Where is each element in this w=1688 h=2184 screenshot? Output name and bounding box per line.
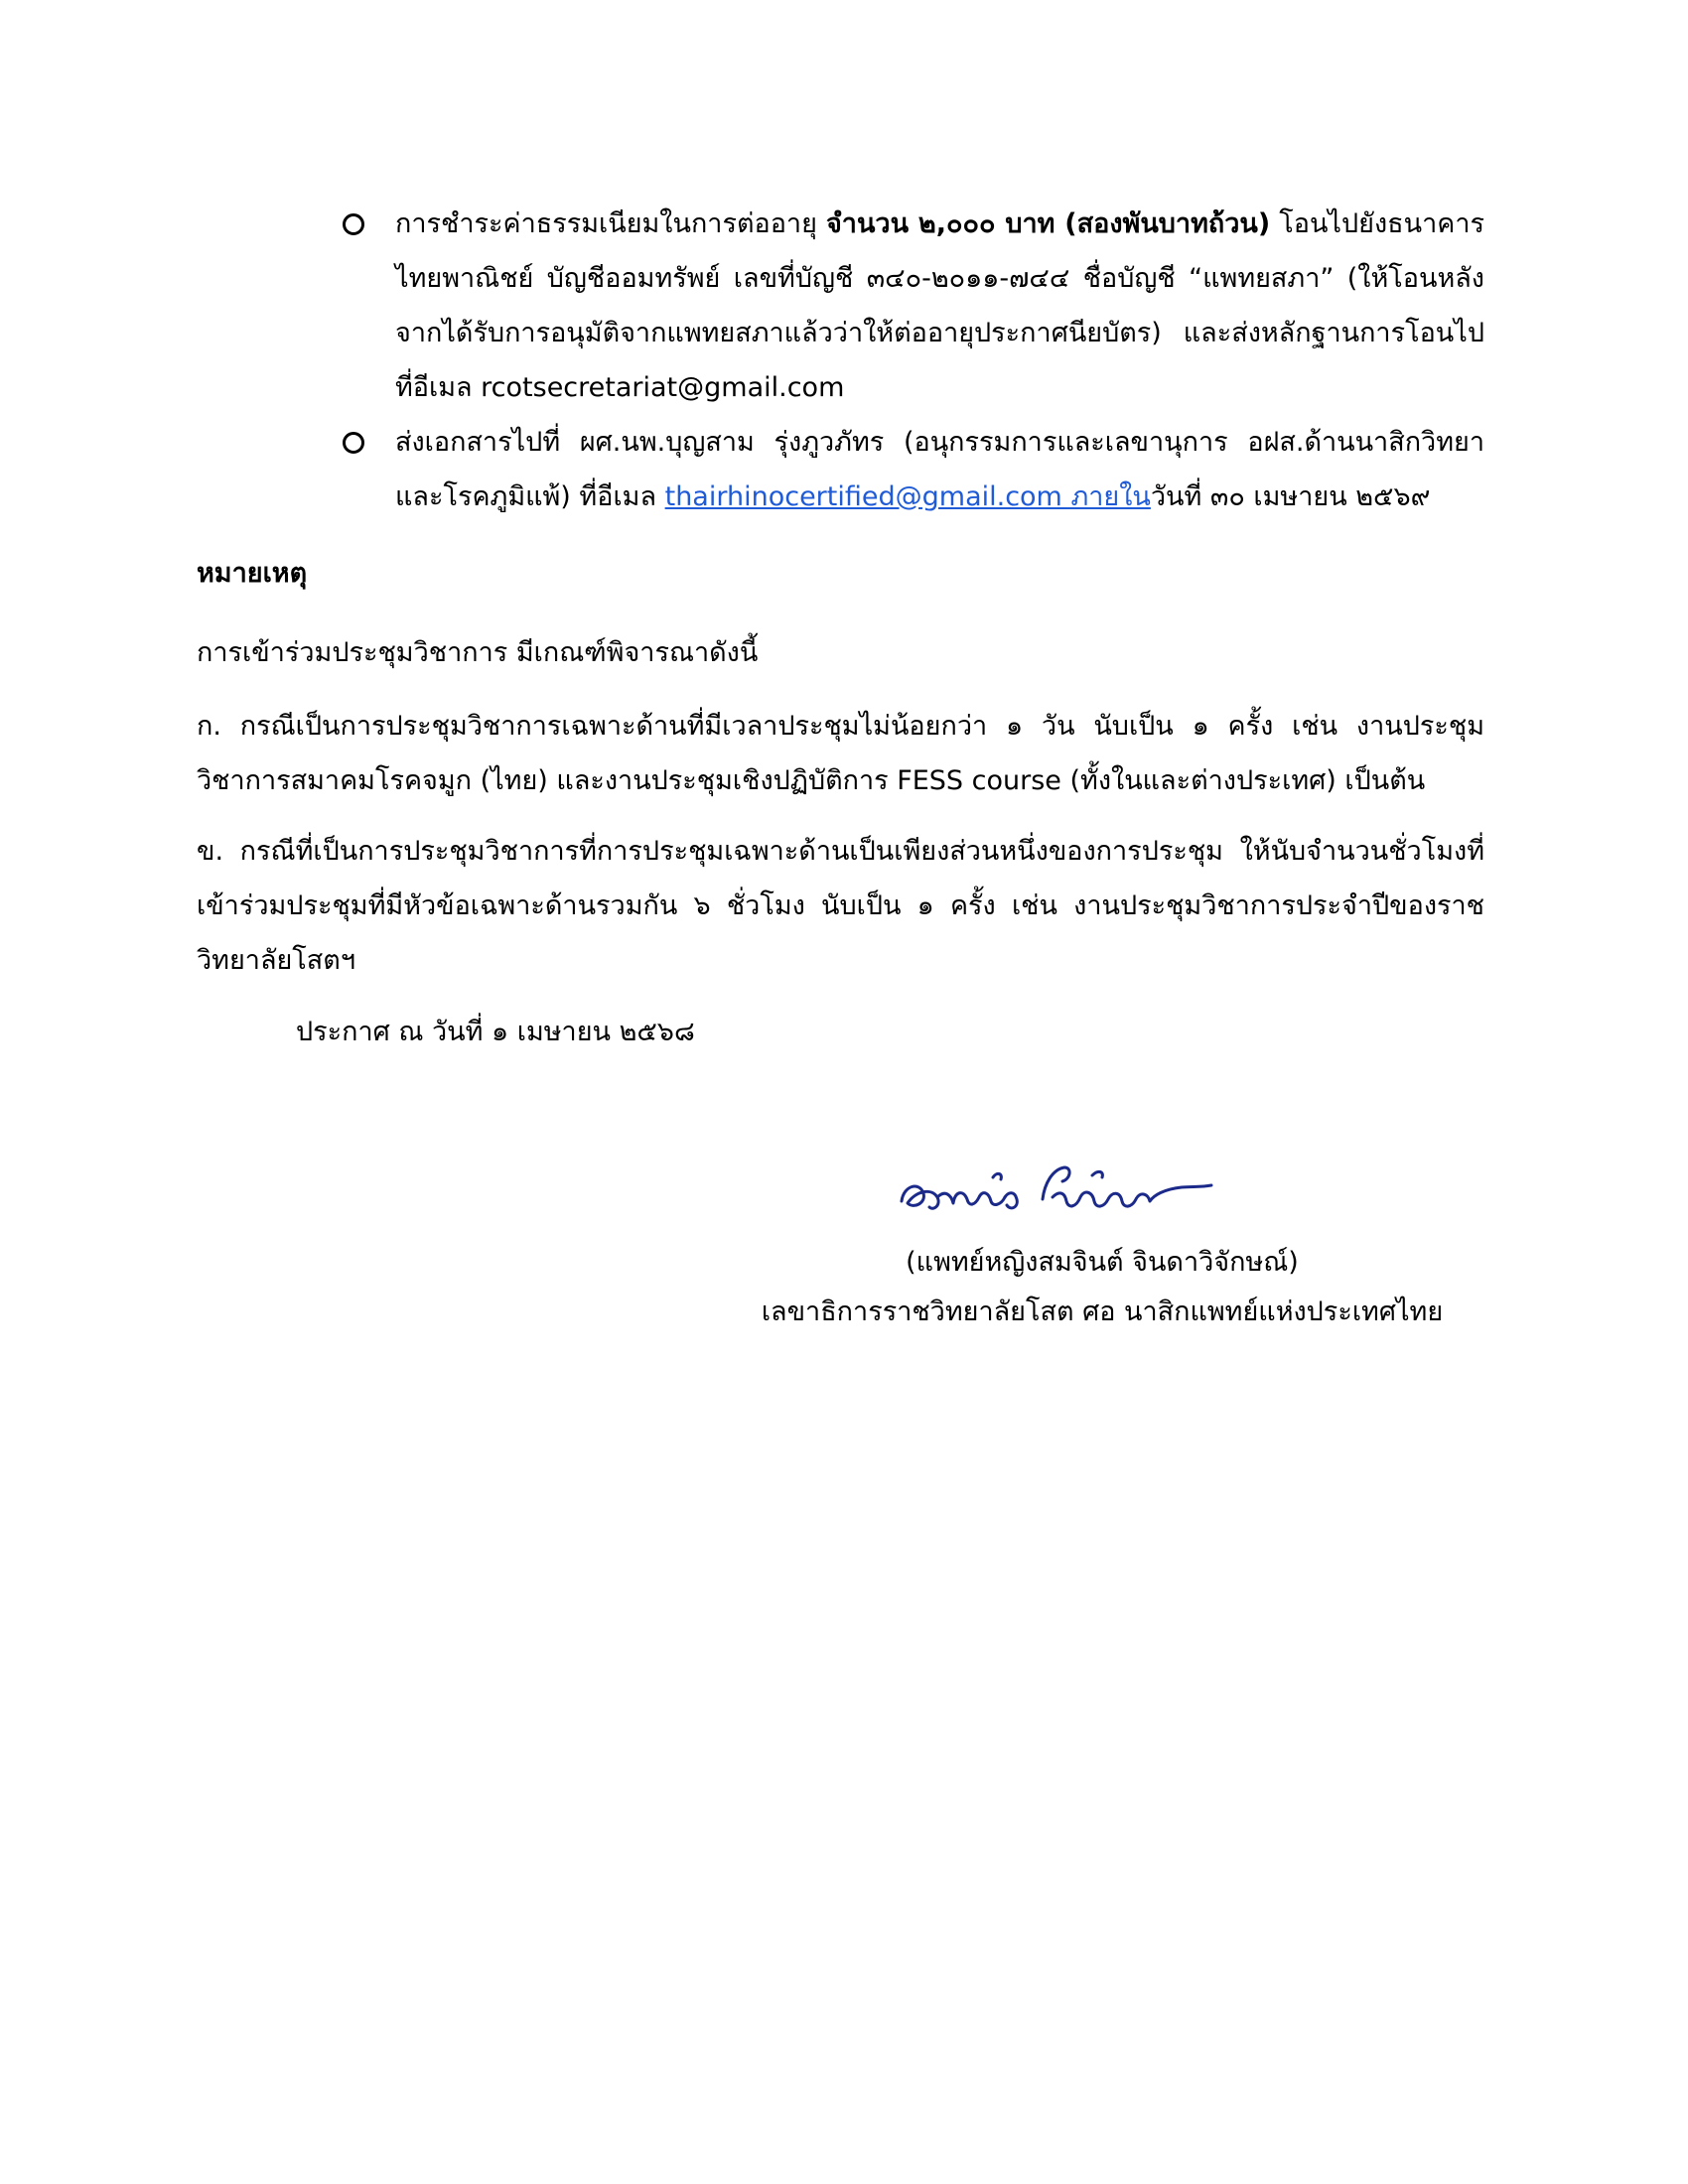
circle-bullet-icon	[343, 213, 364, 235]
requirements-list	[343, 197, 1484, 524]
signatory-name: (แพทย์หญิงสมจินต์ จินดาวิจักษณ์)	[906, 1247, 1299, 1278]
notes-intro: การเข้าร่วมประชุมวิชาการ มีเกณฑ์พิจารณาดังนี้	[197, 637, 759, 668]
notes-heading: หมายเหตุ	[197, 558, 308, 589]
email-link[interactable]: thairhinocertified@gmail.com ภายใน	[664, 481, 1151, 512]
signatory-position: เลขาธิการราชวิทยาลัยโสต ศอ นาสิกแพทย์แห่งประเทศไทย	[761, 1297, 1444, 1327]
list-item-fee-payment	[343, 197, 1484, 415]
handwritten-signature	[894, 1152, 1231, 1231]
fee-text-before: การชำระค่าธรรมเนียมในการต่ออายุ	[395, 208, 826, 239]
list-item-send-documents	[343, 415, 1484, 524]
circle-bullet-icon	[343, 432, 364, 454]
fee-amount: จำนวน ๒,๐๐๐ บาท (สองพันบาทถ้วน)	[825, 208, 1271, 239]
notes-item-a: ก. กรณีเป็นการประชุมวิชาการเฉพาะด้านที่มีเวลาประชุมไม่น้อยกว่า ๑ วัน นับเป็น ๑ ครั้ง เช่น งานประชุมวิชาการสมาคมโรคจมูก (ไทย) และงานประชุมเชิงปฏิบัติการ FESS course (ทั้งในและต่างประเทศ) เป็นต้น	[197, 711, 1484, 796]
notes-item-b: ข. กรณีที่เป็นการประชุมวิชาการที่การประชุมเฉพาะด้านเป็นเพียงส่วนหนึ่งของการประชุม ให้นับจำนวนชั่วโมงที่เข้าร่วมประชุมที่มีหัวข้อเฉพาะด้านรวมกัน ๖ ชั่วโมง นับเป็น ๑ ครั้ง เช่น งานประชุมวิชาการประจำปีของราชวิทยาลัยโสตฯ	[197, 836, 1484, 976]
fee-text-after: โอนไปยังธนาคารไทยพาณิชย์ บัญชีออมทรัพย์ เลขที่บัญชี ๓๔๐-๒๐๑๑-๗๔๔ ชื่อบัญชี “แพทยสภา” (ให้โอนหลังจากได้รับการอนุมัติจากแพทยสภาแล้วว่าให้ต่ออายุประกาศนียบัตร) และส่งหลักฐานการโอนไปที่อีเมล rcotsecretariat@gmail.com	[395, 208, 1484, 403]
send-text-before: ส่งเอกสารไปที่ ผศ.นพ.บุญสาม รุ่งภูวภัทร (อนุกรรมการและเลขานุการ อฝส.ด้านนาสิกวิทยาและโรคภูมิแพ้) ที่อีเมล	[395, 427, 1484, 512]
send-text-after: วันที่ ๓๐ เมษายน ๒๕๖๙	[1150, 481, 1431, 512]
announcement-date: ประกาศ ณ วันที่ ๑ เมษายน ๒๕๖๘	[296, 1017, 695, 1047]
